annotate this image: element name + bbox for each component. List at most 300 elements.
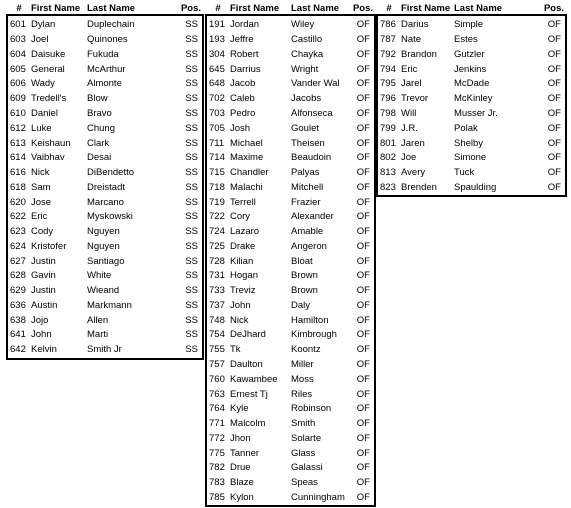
cell-number: 612	[10, 122, 26, 134]
cell-last-name: Quinones	[87, 34, 128, 46]
table-row	[377, 33, 566, 48]
cell-first-name: Will	[401, 107, 417, 119]
cell-position: SS	[185, 34, 198, 46]
cell-last-name: Allen	[87, 314, 109, 326]
cell-position: OF	[547, 181, 561, 193]
cell-first-name: Maxime	[230, 152, 264, 164]
header-last-name: Last Name	[87, 3, 136, 14]
cell-first-name: Kilian	[230, 255, 254, 267]
table-row	[7, 15, 203, 33]
cell-number: 748	[209, 314, 225, 326]
table-row	[206, 62, 375, 77]
table-row	[7, 284, 203, 299]
table-row	[377, 92, 566, 107]
cell-last-name: Alfonseca	[291, 107, 333, 119]
cell-number: 613	[10, 137, 26, 149]
cell-first-name: Jojo	[31, 314, 49, 326]
table-row	[7, 121, 203, 136]
cell-last-name: Vander Wal	[291, 78, 340, 90]
cell-last-name: Wiley	[291, 19, 315, 31]
cell-position: OF	[356, 344, 370, 356]
cell-first-name: Drake	[230, 240, 256, 252]
cell-position: OF	[356, 240, 370, 252]
cell-number: 771	[209, 418, 225, 430]
cell-last-name: Shelby	[454, 137, 484, 149]
cell-number: 731	[209, 270, 225, 282]
table-row	[377, 166, 566, 181]
table-row	[377, 77, 566, 92]
cell-position: OF	[356, 462, 370, 474]
cell-last-name: Brown	[291, 270, 318, 282]
cell-position: SS	[185, 299, 198, 311]
table-row	[7, 77, 203, 92]
table-row	[206, 254, 375, 269]
cell-last-name: Palyas	[291, 167, 320, 179]
cell-first-name: Kelvin	[31, 344, 57, 356]
cell-position: SS	[185, 196, 198, 208]
cell-first-name: Nick	[230, 314, 249, 326]
cell-number: 719	[209, 196, 225, 208]
table-row	[206, 48, 375, 63]
cell-first-name: Jacob	[230, 78, 256, 90]
cell-last-name: Blow	[87, 93, 108, 105]
cell-number: 737	[209, 299, 225, 311]
cell-first-name: Brandon	[401, 48, 437, 60]
cell-number: 722	[209, 211, 225, 223]
cell-number: 792	[380, 48, 396, 60]
cell-number: 718	[209, 181, 225, 193]
table-header	[7, 0, 203, 15]
cell-first-name: Blaze	[230, 477, 254, 489]
cell-position: OF	[356, 63, 370, 75]
table-body	[7, 15, 203, 359]
cell-last-name: Fukuda	[87, 48, 119, 60]
cell-last-name: Smith	[291, 418, 316, 430]
cell-position: OF	[356, 403, 370, 415]
cell-position: OF	[547, 167, 561, 179]
table-row	[206, 269, 375, 284]
cell-first-name: Tredell's	[31, 93, 67, 105]
cell-position: OF	[356, 34, 370, 46]
cell-first-name: Nick	[31, 167, 50, 179]
cell-position: OF	[356, 196, 370, 208]
cell-position: SS	[185, 137, 198, 149]
cell-last-name: Santiago	[87, 255, 125, 267]
roster-table-shortstops	[6, 0, 202, 360]
cell-last-name: Riles	[291, 388, 313, 400]
cell-first-name: Daniel	[31, 107, 58, 119]
header-last-name: Last Name	[291, 3, 340, 14]
table-row	[7, 92, 203, 107]
cell-number: 783	[209, 477, 225, 489]
table-row	[7, 210, 203, 225]
cell-first-name: Darrius	[230, 63, 261, 75]
cell-last-name: Musser Jr.	[454, 107, 498, 119]
table-row	[206, 313, 375, 328]
roster-table-outfield-1	[205, 0, 374, 507]
table-row	[7, 343, 203, 359]
cell-position: OF	[356, 226, 370, 238]
cell-last-name: Kimbrough	[291, 329, 337, 341]
cell-number: 786	[380, 19, 396, 31]
cell-first-name: Drue	[230, 462, 251, 474]
cell-number: 728	[209, 255, 225, 267]
cell-first-name: Joe	[401, 152, 417, 164]
cell-number: 641	[10, 329, 26, 341]
cell-last-name: Marti	[87, 329, 109, 341]
cell-position: SS	[185, 270, 198, 282]
table-row	[206, 121, 375, 136]
cell-last-name: Smith Jr	[87, 344, 122, 356]
roster-table	[376, 0, 567, 197]
cell-number: 629	[10, 285, 26, 297]
table-row	[206, 239, 375, 254]
cell-number: 715	[209, 167, 225, 179]
table-row	[206, 180, 375, 195]
cell-position: SS	[185, 152, 198, 164]
cell-number: 733	[209, 285, 225, 297]
cell-number: 605	[10, 63, 26, 75]
table-row	[206, 166, 375, 181]
cell-position: OF	[547, 152, 561, 164]
cell-first-name: Josh	[230, 122, 251, 134]
cell-first-name: Michael	[230, 137, 263, 149]
cell-position: SS	[185, 19, 198, 31]
cell-number: 618	[10, 181, 26, 193]
cell-last-name: Beaudoin	[291, 152, 332, 164]
cell-last-name: Nguyen	[87, 240, 120, 252]
table-header	[206, 0, 375, 15]
cell-first-name: Lazaro	[230, 226, 260, 238]
cell-position: OF	[356, 270, 370, 282]
cell-first-name: John	[230, 299, 251, 311]
header-first-name: First Name	[401, 3, 451, 14]
header-first-name: First Name	[230, 3, 280, 14]
table-row	[206, 284, 375, 299]
cell-position: OF	[356, 447, 370, 459]
table-row	[377, 48, 566, 63]
table-body	[206, 15, 375, 506]
cell-position: OF	[547, 137, 561, 149]
table-row	[206, 210, 375, 225]
roster-table-outfield-2	[376, 0, 565, 197]
cell-first-name: Malcolm	[230, 418, 266, 430]
cell-last-name: Bloat	[291, 255, 313, 267]
cell-first-name: Ernest Tj	[230, 388, 268, 400]
table-row	[377, 15, 566, 33]
cell-number: 794	[380, 63, 396, 75]
table-row	[206, 402, 375, 417]
cell-last-name: Mitchell	[291, 181, 324, 193]
table-row	[206, 358, 375, 373]
cell-last-name: McArthur	[87, 63, 126, 75]
cell-first-name: General	[31, 63, 65, 75]
cell-first-name: Tanner	[230, 447, 260, 459]
cell-first-name: Jeffre	[230, 34, 254, 46]
cell-first-name: Gavin	[31, 270, 56, 282]
cell-position: OF	[356, 432, 370, 444]
cell-last-name: Castillo	[291, 34, 323, 46]
cell-number: 760	[209, 373, 225, 385]
cell-last-name: Angeron	[291, 240, 327, 252]
table-row	[7, 180, 203, 195]
cell-last-name: Spaulding	[454, 181, 497, 193]
cell-position: SS	[185, 329, 198, 341]
cell-number: 702	[209, 93, 225, 105]
table-row	[206, 491, 375, 507]
cell-last-name: Theisen	[291, 137, 325, 149]
cell-position: OF	[356, 388, 370, 400]
cell-first-name: Nate	[401, 34, 422, 46]
table-row	[377, 180, 566, 196]
cell-number: 614	[10, 152, 26, 164]
cell-last-name: Bravo	[87, 107, 112, 119]
header-number: #	[215, 3, 221, 14]
cell-position: OF	[547, 78, 561, 90]
cell-first-name: Justin	[31, 255, 56, 267]
cell-last-name: Goulet	[291, 122, 319, 134]
cell-number: 191	[209, 19, 225, 31]
cell-number: 763	[209, 388, 225, 400]
cell-last-name: Nguyen	[87, 226, 120, 238]
cell-position: OF	[356, 181, 370, 193]
cell-position: OF	[356, 167, 370, 179]
cell-last-name: Wright	[291, 63, 319, 75]
cell-last-name: Daly	[291, 299, 311, 311]
table-body	[377, 15, 566, 196]
table-row	[7, 328, 203, 343]
cell-number: 813	[380, 167, 396, 179]
cell-first-name: Daisuke	[31, 48, 66, 60]
cell-position: SS	[185, 285, 198, 297]
cell-first-name: J.R.	[401, 122, 418, 134]
cell-position: OF	[356, 48, 370, 60]
cell-position: OF	[356, 373, 370, 385]
cell-position: SS	[185, 167, 198, 179]
cell-first-name: Malachi	[230, 181, 263, 193]
table-row	[7, 313, 203, 328]
cell-last-name: Brown	[291, 285, 318, 297]
cell-last-name: Robinson	[291, 403, 332, 415]
cell-first-name: DeJhard	[230, 329, 266, 341]
cell-number: 601	[10, 19, 26, 31]
cell-last-name: Hamilton	[291, 314, 329, 326]
cell-position: OF	[356, 314, 370, 326]
cell-number: 636	[10, 299, 26, 311]
cell-position: OF	[547, 19, 561, 31]
cell-number: 648	[209, 78, 225, 90]
table-row	[206, 151, 375, 166]
cell-position: OF	[547, 48, 561, 60]
cell-first-name: Joel	[31, 34, 49, 46]
cell-last-name: Myskowski	[87, 211, 133, 223]
cell-last-name: Tuck	[454, 167, 475, 179]
cell-first-name: Robert	[230, 48, 259, 60]
table-row	[377, 107, 566, 122]
cell-number: 624	[10, 240, 26, 252]
cell-first-name: Cody	[31, 226, 54, 238]
cell-last-name: Estes	[454, 34, 478, 46]
cell-last-name: Solarte	[291, 432, 322, 444]
header-first-name: First Name	[31, 3, 81, 14]
table-row	[206, 417, 375, 432]
cell-number: 703	[209, 107, 225, 119]
header-position: Pos.	[352, 3, 373, 14]
table-row	[7, 254, 203, 269]
cell-position: SS	[185, 226, 198, 238]
cell-last-name: Chayka	[291, 48, 324, 60]
cell-number: 764	[209, 403, 225, 415]
cell-position: OF	[356, 122, 370, 134]
cell-last-name: Miller	[291, 358, 314, 370]
cell-position: OF	[356, 285, 370, 297]
cell-first-name: Kristofer	[31, 240, 67, 252]
cell-last-name: Markmann	[87, 299, 132, 311]
table-row	[206, 92, 375, 107]
table-header	[377, 0, 566, 15]
cell-position: SS	[185, 63, 198, 75]
cell-position: OF	[356, 418, 370, 430]
cell-number: 642	[10, 344, 26, 356]
table-row	[206, 446, 375, 461]
cell-number: 705	[209, 122, 225, 134]
cell-last-name: Cunningham	[291, 491, 345, 503]
cell-first-name: Brenden	[401, 181, 437, 193]
header-number: #	[16, 3, 22, 14]
cell-first-name: Sam	[31, 181, 51, 193]
cell-position: SS	[185, 48, 198, 60]
table-row	[7, 107, 203, 122]
table-row	[7, 299, 203, 314]
cell-position: OF	[547, 122, 561, 134]
cell-number: 799	[380, 122, 396, 134]
cell-number: 798	[380, 107, 396, 119]
table-row	[7, 62, 203, 77]
cell-position: SS	[185, 211, 198, 223]
table-row	[206, 77, 375, 92]
cell-position: OF	[356, 299, 370, 311]
cell-last-name: Duplechain	[87, 19, 135, 31]
table-row	[377, 151, 566, 166]
cell-first-name: Austin	[31, 299, 58, 311]
table-row	[206, 15, 375, 33]
cell-first-name: Daulton	[230, 358, 263, 370]
cell-position: SS	[185, 181, 198, 193]
cell-last-name: Gutzler	[454, 48, 485, 60]
roster-table	[6, 0, 204, 360]
cell-number: 622	[10, 211, 26, 223]
cell-first-name: Jaren	[401, 137, 425, 149]
cell-position: SS	[185, 240, 198, 252]
cell-first-name: Treviz	[230, 285, 256, 297]
cell-number: 755	[209, 344, 225, 356]
table-row	[206, 107, 375, 122]
cell-number: 725	[209, 240, 225, 252]
cell-number: 623	[10, 226, 26, 238]
table-row	[206, 299, 375, 314]
cell-first-name: Kawambee	[230, 373, 278, 385]
cell-last-name: Frazier	[291, 196, 321, 208]
cell-first-name: John	[31, 329, 52, 341]
cell-first-name: Eric	[31, 211, 48, 223]
cell-first-name: Justin	[31, 285, 56, 297]
cell-last-name: Alexander	[291, 211, 334, 223]
cell-first-name: Keishaun	[31, 137, 71, 149]
cell-first-name: Jarel	[401, 78, 422, 90]
cell-number: 802	[380, 152, 396, 164]
cell-first-name: Luke	[31, 122, 52, 134]
table-row	[7, 151, 203, 166]
cell-first-name: Terrell	[230, 196, 256, 208]
cell-first-name: Cory	[230, 211, 251, 223]
table-row	[206, 476, 375, 491]
cell-number: 823	[380, 181, 396, 193]
cell-position: OF	[356, 477, 370, 489]
table-row	[206, 328, 375, 343]
table-row	[377, 62, 566, 77]
header-number: #	[386, 3, 392, 14]
cell-last-name: McDade	[454, 78, 490, 90]
cell-last-name: Amable	[291, 226, 324, 238]
cell-last-name: Galassi	[291, 462, 323, 474]
cell-last-name: Moss	[291, 373, 314, 385]
cell-last-name: White	[87, 270, 112, 282]
cell-position: SS	[185, 314, 198, 326]
cell-number: 711	[209, 137, 225, 149]
cell-position: SS	[185, 78, 198, 90]
cell-number: 801	[380, 137, 396, 149]
cell-position: OF	[356, 152, 370, 164]
cell-first-name: Chandler	[230, 167, 269, 179]
cell-position: SS	[185, 107, 198, 119]
cell-number: 645	[209, 63, 225, 75]
table-row	[206, 195, 375, 210]
cell-number: 610	[10, 107, 26, 119]
cell-first-name: Kylon	[230, 491, 254, 503]
cell-position: OF	[356, 358, 370, 370]
cell-number: 620	[10, 196, 26, 208]
cell-first-name: Trevor	[401, 93, 429, 105]
cell-number: 606	[10, 78, 26, 90]
cell-position: OF	[356, 491, 370, 503]
cell-position: OF	[356, 137, 370, 149]
cell-position: OF	[547, 34, 561, 46]
table-row	[206, 372, 375, 387]
cell-position: OF	[356, 255, 370, 267]
cell-number: 757	[209, 358, 225, 370]
cell-last-name: Jenkins	[454, 63, 487, 75]
cell-position: OF	[547, 63, 561, 75]
cell-last-name: McKinley	[454, 93, 493, 105]
header-position: Pos.	[543, 3, 564, 14]
cell-first-name: Dylan	[31, 19, 56, 31]
cell-first-name: Eric	[401, 63, 418, 75]
cell-number: 754	[209, 329, 225, 341]
cell-first-name: Pedro	[230, 107, 256, 119]
cell-first-name: Wady	[31, 78, 55, 90]
cell-last-name: Marcano	[87, 196, 124, 208]
table-row	[7, 269, 203, 284]
cell-position: OF	[356, 93, 370, 105]
table-row	[7, 136, 203, 151]
table-row	[206, 136, 375, 151]
cell-number: 714	[209, 152, 225, 164]
cell-last-name: Chung	[87, 122, 115, 134]
cell-position: OF	[356, 19, 370, 31]
cell-last-name: Desai	[87, 152, 112, 164]
cell-number: 603	[10, 34, 26, 46]
cell-number: 628	[10, 270, 26, 282]
